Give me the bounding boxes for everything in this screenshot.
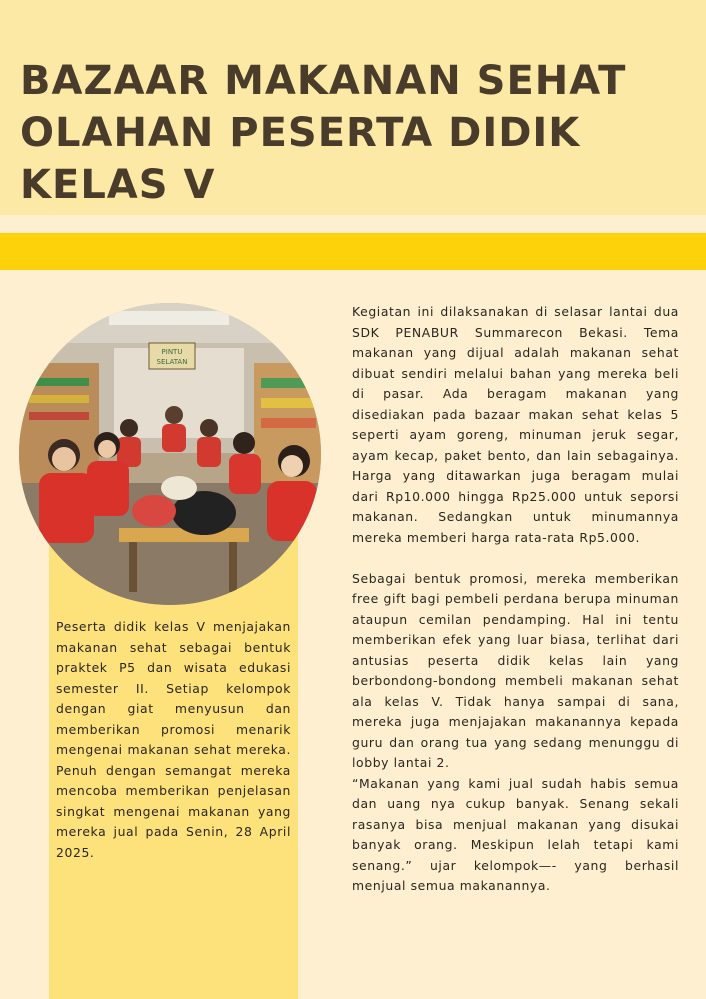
page-title: BAZAAR MAKANAN SEHAT OLAHAN PESERTA DIDIK KELAS V xyxy=(20,58,627,208)
event-photo xyxy=(19,303,321,605)
photo-student-body xyxy=(162,424,186,452)
photo-student-body xyxy=(267,481,317,541)
photo-ceiling-light xyxy=(109,311,229,325)
left-column-text: Peserta didik kelas V menjajakan makanan sehat sebagai bentuk praktek P5 dan wisata edukasi semester II. Setiap kelompok dengan giat menyusun dan memberikan promosi menarik mengenai makanan sehat mereka. Penuh dengan semangat mereka mencoba memberikan penjelasan singkat mengenai makanan yang mereka jual pada Senin, 28 April 2025. xyxy=(56,619,291,860)
photo-table-leg-1 xyxy=(129,542,137,592)
photo-left-shelf-row-2 xyxy=(29,395,89,403)
photo-student-head xyxy=(120,419,138,437)
photo-sign-text-1: PINTU xyxy=(161,348,183,356)
photo-student-body xyxy=(39,473,94,543)
photo-student-face xyxy=(52,447,76,471)
photo-table-leg-2 xyxy=(229,542,237,592)
photo-student-head xyxy=(200,419,218,437)
photo-right-shelf-row-3 xyxy=(261,418,316,428)
event-photo-illustration xyxy=(19,303,321,605)
photo-student-body xyxy=(229,454,261,494)
right-paragraph-3: “Makanan yang kami jual sudah habis semua dan uang nya cukup banyak. Senang sekali rasanya bisa menjual makanan yang disukai banyak orang. Meskipun lelah tetapi kami senang.” ujar kelompok—- yang berhasil menjual semua makanannya. xyxy=(352,775,679,893)
photo-student-face xyxy=(98,440,116,458)
photo-sign-text-2: SELATAN xyxy=(156,358,188,366)
photo-student-body xyxy=(87,461,129,516)
photo-student-body xyxy=(197,437,221,467)
right-paragraph-1: Kegiatan ini dilaksanakan di selasar lantai dua SDK PENABUR Summarecon Bekasi. Tema makanan yang dijual adalah makanan sehat dibuat sendiri melalui bahan yang mereka beli di pasar. Ada beragam makanan yang disediakan pada bazaar makan sehat kelas 5 seperti ayam goreng, minuman jeruk segar, ayam kecap, paket bento, dan lain sebagainya. Harga yang ditawarkan juga beragam mulai dari Rp10.000 hingga Rp25.000 untuk seporsi makanan. Sedangkan untuk minumannya mereka memberi harga rata-rata Rp5.000. xyxy=(352,304,679,545)
photo-student-head xyxy=(233,432,255,454)
photo-right-shelf-row-1 xyxy=(261,378,316,388)
photo-right-shelf-row-2 xyxy=(261,398,316,408)
right-column xyxy=(352,302,679,897)
photo-red-bag xyxy=(132,495,176,527)
photo-student-face xyxy=(281,455,303,477)
photo-white-bag xyxy=(161,476,197,500)
photo-student-head xyxy=(165,406,183,424)
photo-left-shelf-row-1 xyxy=(29,378,89,386)
accent-bar xyxy=(0,233,706,270)
photo-left-shelf-row-3 xyxy=(29,412,89,420)
right-paragraph-2: Sebagai bentuk promosi, mereka memberikan free gift bagi pembeli perdana berupa minuman ataupun cemilan pendamping. Hal ini tentu memberikan efek yang luar biasa, terlihat dari antusias peserta didik kelas lain yang berbondong-bondong membeli makanan sehat ala kelas V. Tidak hanya sampai di sana, mereka juga menjajakan makanannya kepada guru dan orang tua yang sedang menunggu di lobby lantai 2. xyxy=(352,570,679,770)
